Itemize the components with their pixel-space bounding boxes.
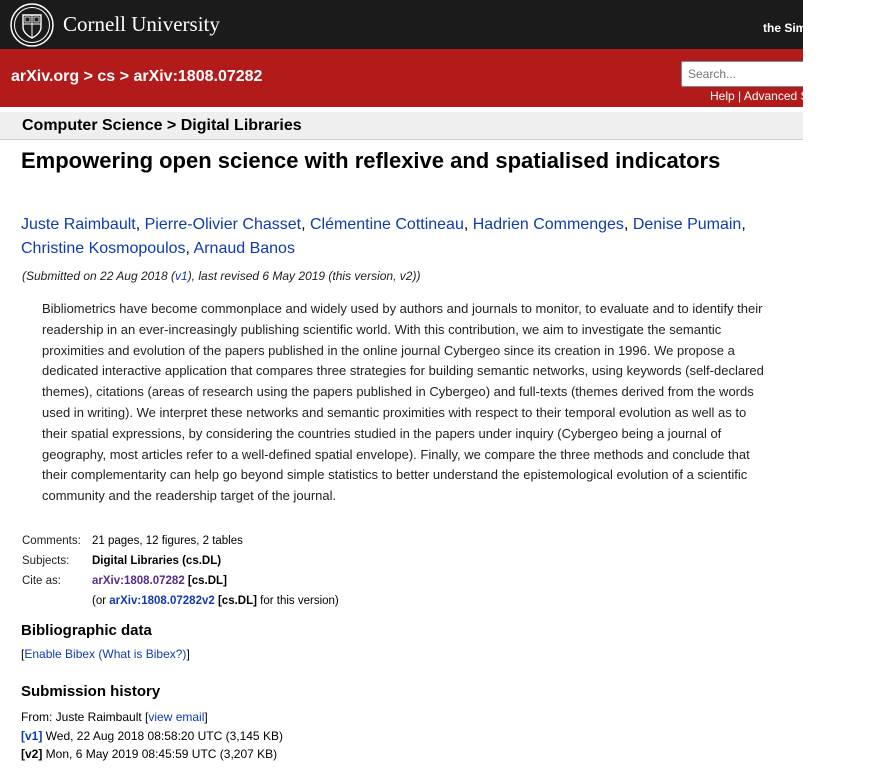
university-name[interactable]: Cornell University (63, 12, 220, 36)
dates-prefix: (Submitted on 22 Aug 2018 ( (22, 269, 175, 283)
author-link[interactable]: Pierre-Olivier Chasset (144, 216, 302, 233)
comments-value: 21 pages, 12 figures, 2 tables (92, 535, 243, 547)
table-row (22, 591, 339, 611)
table-row (22, 551, 339, 571)
cite-label: Cite as: (22, 575, 61, 587)
author-link[interactable]: Hadrien Commenges (472, 216, 624, 233)
v1-link[interactable]: v1 (175, 269, 188, 283)
submitter-prefix: From: Juste Raimbault [ (21, 710, 149, 724)
table-row (22, 531, 339, 551)
v1-version-link[interactable]: [v1] (21, 728, 43, 743)
version-row (21, 745, 283, 764)
cite-category: [cs.DL] (187, 575, 227, 587)
author-link[interactable]: Clémentine Cottineau (309, 216, 464, 233)
submission-dates (22, 269, 420, 283)
author-link[interactable]: Christine Kosmopoulos (21, 240, 186, 257)
submission-history-heading: Submission history (21, 683, 161, 700)
version-category: [cs.DL] (217, 595, 257, 607)
submitter-suffix: ] (204, 710, 208, 724)
search-input[interactable] (681, 61, 803, 87)
v2-version-label: [v2] (21, 747, 43, 761)
submission-history (21, 708, 283, 764)
metadata-table (22, 531, 339, 611)
view-email-link[interactable]: view email (148, 710, 205, 724)
version-date: Mon, 6 May 2019 08:45:59 UTC (3,207 KB) (42, 747, 278, 761)
version-date: Wed, 22 Aug 2018 08:58:20 UTC (3,145 KB) (42, 728, 283, 743)
version-link[interactable]: arXiv:1808.07282v2 (109, 595, 215, 607)
bibex-links (21, 647, 190, 661)
help-links (710, 89, 839, 103)
submitter-line (21, 708, 283, 727)
version-suffix: for this version) (256, 595, 339, 607)
bracket: ] (186, 647, 190, 661)
version-prefix: (or (92, 595, 110, 607)
what-is-bibex-link[interactable]: (What is Bibex?) (98, 647, 187, 661)
subject-header (0, 112, 803, 140)
bracket: [ (21, 647, 25, 661)
subjects-value: Digital Libraries (cs.DL) (92, 555, 222, 567)
sponsor-text[interactable]: the Simons Foundation (763, 21, 896, 35)
cornell-seal-icon[interactable] (10, 3, 54, 47)
author-link[interactable]: Denise Pumain (632, 216, 742, 233)
link-separator: | (738, 89, 742, 103)
cite-value (92, 571, 339, 591)
comments-label: Comments: (22, 535, 81, 547)
paper-title: Empowering open science with reflexive and spatialised indicators (21, 148, 721, 173)
subject-breadcrumb[interactable]: Computer Science > Digital Libraries (22, 117, 302, 134)
advanced-search-link[interactable]: Advanced Search (743, 89, 839, 103)
bibliographic-heading: Bibliographic data (21, 622, 152, 639)
version-citation (92, 591, 339, 611)
subjects-label: Subjects: (22, 555, 70, 567)
cornell-header (0, 0, 896, 49)
author-link[interactable]: Juste Raimbault (21, 216, 136, 233)
empty-label (22, 591, 92, 611)
cite-id[interactable]: arXiv:1808.07282 (92, 575, 185, 587)
help-link[interactable]: Help (710, 89, 735, 103)
author-list: Juste Raimbault, Pierre-Olivier Chasset, Clémentine Cottineau, Hadrien Commenges, Denise Pumain, Christine Kosmopoulos, Arnaud Banos (21, 216, 746, 257)
table-row (22, 571, 339, 591)
abstract: Bibliometrics have become commonplace and widely used by authors and journals to monitor, to evaluate and to identify their readership in an ever-increasingly publishing scientific world. With this contribution, we aim to investigate the semantic proximities and evolution of the papers published in the online journal Cybergeo since its creation in 1996. We propose a dedicated interactive application that compares three strategies for building semantic networks, using keywords (self-declared themes), citations (areas of research using the papers published in Cybergeo) and full-texts (themes derived from the words used in writing). We interpret these networks and semantic proximities with respect to their temporal evolution as well as to their spatial expressions, by considering the countries studied in the papers under inquiry (Cybergeo being a journal of geography, most articles refer to a well-defined spatial envelope). Finally, we compare the three methods and conclude that their complementarity can help go beyond simple statistics to better understand the epistemological evolution of a scientific community and the readership target of the journal. (42, 301, 764, 504)
breadcrumb[interactable]: arXiv.org > cs > arXiv:1808.07282 (11, 68, 263, 85)
nav-bar (0, 49, 839, 107)
version-row (21, 727, 283, 746)
dates-suffix: ), last revised 6 May 2019 (this version, v2)) (187, 269, 421, 283)
enable-bibex-link[interactable]: Enable Bibex (24, 647, 96, 661)
author-link[interactable]: Arnaud Banos (193, 240, 295, 257)
